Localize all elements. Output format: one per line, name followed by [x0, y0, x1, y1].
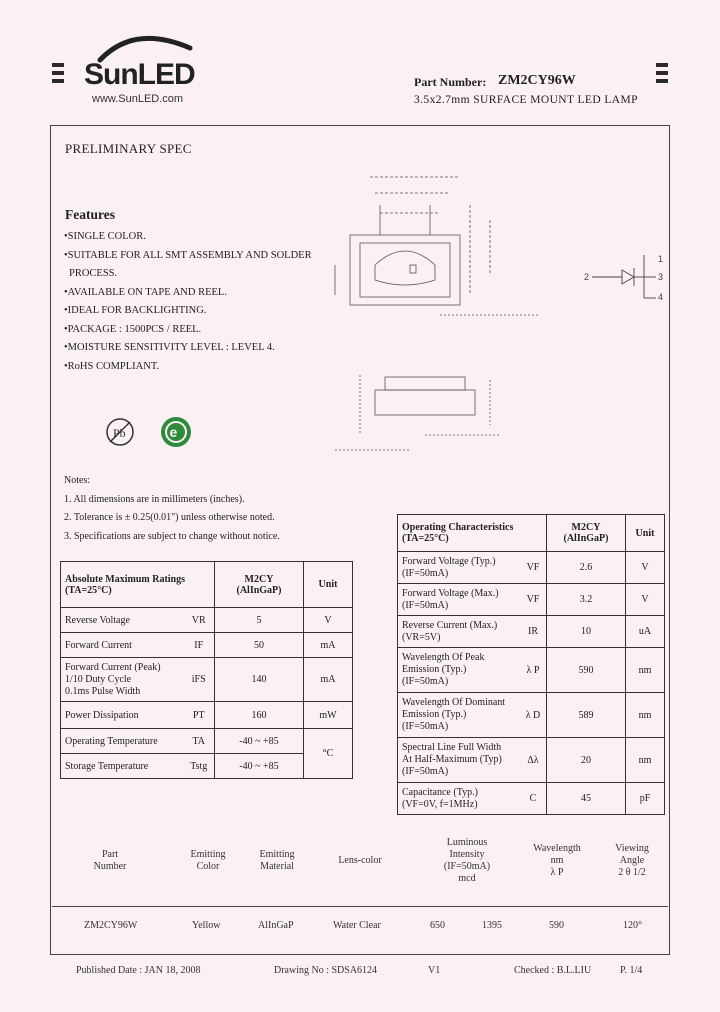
param-cell: Wavelength Of Dominant Emission (Typ.) (IF=50mA): [398, 693, 520, 738]
page-number: P. 1/4: [620, 965, 643, 976]
part-number-label: Part Number:: [414, 75, 487, 89]
list-item: PROCESS.: [69, 268, 118, 279]
list-item: •MOISTURE SENSITIVITY LEVEL : LEVEL 4.: [64, 342, 275, 353]
notes: [64, 472, 280, 546]
column-header-lens: Lens-color: [338, 855, 382, 866]
table-row: [398, 738, 665, 783]
header-mark-right: [656, 63, 668, 67]
cell-part: ZM2CY96W: [84, 920, 138, 931]
param-cell: Reverse Current (Max.) (VR=5V): [398, 616, 520, 648]
table-condition: (TA=25°C): [402, 533, 449, 544]
unit-cell: nm: [626, 693, 665, 738]
symbol-cell: λ D: [520, 693, 547, 738]
unit-cell: nm: [626, 738, 665, 783]
value-cell: 3.2: [547, 584, 626, 616]
cell-angle: 120°: [623, 920, 642, 931]
column-header: (AlInGaP): [563, 533, 609, 544]
product-subtitle: 3.5x2.7mm SURFACE MOUNT LED LAMP: [414, 94, 638, 106]
symbol-cell: VF: [520, 584, 547, 616]
value-cell: -40 ~ +85: [215, 729, 304, 754]
absolute-max-table: [60, 561, 353, 779]
brand-logo: SunLED: [84, 58, 195, 91]
header-mark-left: [52, 71, 64, 75]
value-cell: 589: [547, 693, 626, 738]
param-cell: Forward Voltage (Typ.) (IF=50mA): [398, 552, 520, 584]
cell-lens: Water Clear: [333, 920, 381, 931]
svg-text:Pb: Pb: [113, 426, 126, 440]
list-item: •RoHS COMPLIANT.: [64, 360, 160, 372]
value-cell: 590: [547, 648, 626, 693]
table-row: [61, 608, 353, 633]
param-cell: Reverse Voltage: [61, 608, 184, 633]
symbol-cell: C: [520, 783, 547, 815]
list-item: 3. Specifications are subject to change without notice.: [64, 530, 280, 542]
value-cell: 20: [547, 738, 626, 783]
param-cell: Power Dissipation: [61, 702, 184, 729]
preliminary-spec: PRELIMINARY SPEC: [65, 141, 192, 156]
symbol-cell: λ P: [520, 648, 547, 693]
unit-cell: mA: [304, 633, 353, 658]
header-mark-left: [52, 79, 64, 83]
cell-intensity-min: 650: [430, 920, 445, 931]
value-cell: -40 ~ +85: [215, 754, 304, 779]
features-title: Features: [65, 207, 115, 222]
param-cell: Forward Voltage (Max.) (IF=50mA): [398, 584, 520, 616]
table-condition: (TA=25°C): [65, 584, 112, 596]
svg-text:e: e: [169, 424, 178, 440]
param-cell: Capacitance (Typ.) (VF=0V, f=1MHz): [398, 783, 520, 815]
published-date: Published Date : JAN 18, 2008: [76, 965, 201, 976]
table-row: [398, 648, 665, 693]
value-cell: 2.6: [547, 552, 626, 584]
cell-wavelength: 590: [549, 920, 564, 931]
column-header: Unit: [304, 562, 353, 608]
column-header: M2CY: [244, 573, 274, 585]
column-header: (AlInGaP): [236, 584, 282, 596]
svg-text:1: 1: [658, 254, 664, 264]
table-row: [398, 616, 665, 648]
svg-text:3: 3: [658, 272, 664, 282]
checked-by: Checked : B.L.LIU: [514, 965, 592, 976]
header-mark-right: [656, 79, 668, 83]
column-header-material: Emitting Material: [259, 849, 295, 872]
column-header-part: Part Number: [93, 849, 127, 872]
value-cell: 5: [215, 608, 304, 633]
column-header-wavelength: Wavelength nm λ P: [533, 843, 581, 878]
value-cell: 45: [547, 783, 626, 815]
features-list: [64, 228, 312, 376]
side-view-drawing: [330, 365, 530, 455]
param-cell: Forward Current: [61, 633, 184, 658]
list-item: •AVAILABLE ON TAPE AND REEL.: [64, 286, 227, 298]
list-item: •PACKAGE : 1500PCS / REEL.: [64, 323, 202, 335]
table-row: [398, 584, 665, 616]
param-cell: Forward Current (Peak) 1/10 Duty Cycle 0.1ms Pulse Width: [61, 658, 184, 702]
column-header: Unit: [626, 515, 665, 552]
unit-cell: °C: [304, 729, 353, 779]
symbol-cell: VR: [183, 608, 214, 633]
param-cell: Operating Temperature: [61, 729, 184, 754]
part-number: ZM2CY96W: [498, 73, 576, 88]
cell-material: AlInGaP: [258, 920, 294, 931]
svg-text:2: 2: [584, 272, 590, 282]
table-row: [61, 658, 353, 702]
table-row: [61, 633, 353, 658]
table-row: [398, 783, 665, 815]
symbol-cell: IF: [183, 633, 214, 658]
symbol-cell: iFS: [183, 658, 214, 702]
divider: [52, 906, 668, 907]
table-row: [61, 729, 353, 754]
pb-free-icon: [104, 416, 136, 448]
symbol-cell: Δλ: [520, 738, 547, 783]
table-title: Absolute Maximum Ratings: [65, 573, 186, 585]
symbol-cell: TA: [183, 729, 214, 754]
version: V1: [428, 965, 441, 976]
column-header: M2CY: [571, 522, 601, 533]
symbol-cell: IR: [520, 616, 547, 648]
table-row: [398, 552, 665, 584]
unit-cell: pF: [626, 783, 665, 815]
notes-title: Notes:: [64, 475, 91, 486]
column-header-angle: Viewing Angle 2 θ 1/2: [615, 843, 649, 878]
table-row: [61, 702, 353, 729]
cell-color: Yellow: [192, 920, 221, 931]
unit-cell: V: [304, 608, 353, 633]
column-header-color: Emitting Color: [190, 849, 226, 872]
package-dimension-drawing: [330, 165, 550, 325]
table-title: Operating Characteristics: [402, 522, 514, 533]
column-header-intensity: Luminous Intensity (IF=50mA) mcd: [443, 837, 491, 884]
unit-cell: V: [626, 552, 665, 584]
list-item: 1. All dimensions are in millimeters (inches).: [64, 493, 245, 505]
list-item: 2. Tolerance is ± 0.25(0.01") unless otherwise noted.: [64, 512, 275, 523]
param-cell: Wavelength Of Peak Emission (Typ.) (IF=50mA): [398, 648, 520, 693]
value-cell: 50: [215, 633, 304, 658]
value-cell: 10: [547, 616, 626, 648]
symbol-cell: PT: [183, 702, 214, 729]
unit-cell: mW: [304, 702, 353, 729]
operating-characteristics-table: [397, 514, 665, 815]
unit-cell: uA: [626, 616, 665, 648]
circuit-diagram: [582, 250, 667, 305]
param-cell: Storage Temperature: [61, 754, 184, 779]
list-item: •IDEAL FOR BACKLIGHTING.: [64, 305, 207, 316]
unit-cell: mA: [304, 658, 353, 702]
header-mark-left: [52, 63, 64, 67]
value-cell: 140: [215, 658, 304, 702]
symbol-cell: Tstg: [183, 754, 214, 779]
website-link[interactable]: www.SunLED.com: [92, 93, 184, 105]
unit-cell: nm: [626, 648, 665, 693]
value-cell: 160: [215, 702, 304, 729]
list-item: •SUITABLE FOR ALL SMT ASSEMBLY AND SOLDER: [64, 249, 312, 261]
drawing-number: Drawing No : SDSA6124: [274, 965, 378, 976]
list-item: •SINGLE COLOR.: [64, 231, 146, 242]
cell-intensity-typ: 1395: [482, 920, 502, 931]
svg-text:4: 4: [658, 292, 664, 302]
header-mark-right: [656, 71, 668, 75]
table-row: [398, 693, 665, 738]
unit-cell: V: [626, 584, 665, 616]
symbol-cell: VF: [520, 552, 547, 584]
param-cell: Spectral Line Full Width At Half-Maximum (Typ) (IF=50mA): [398, 738, 520, 783]
rohs-e-icon: [158, 414, 194, 450]
